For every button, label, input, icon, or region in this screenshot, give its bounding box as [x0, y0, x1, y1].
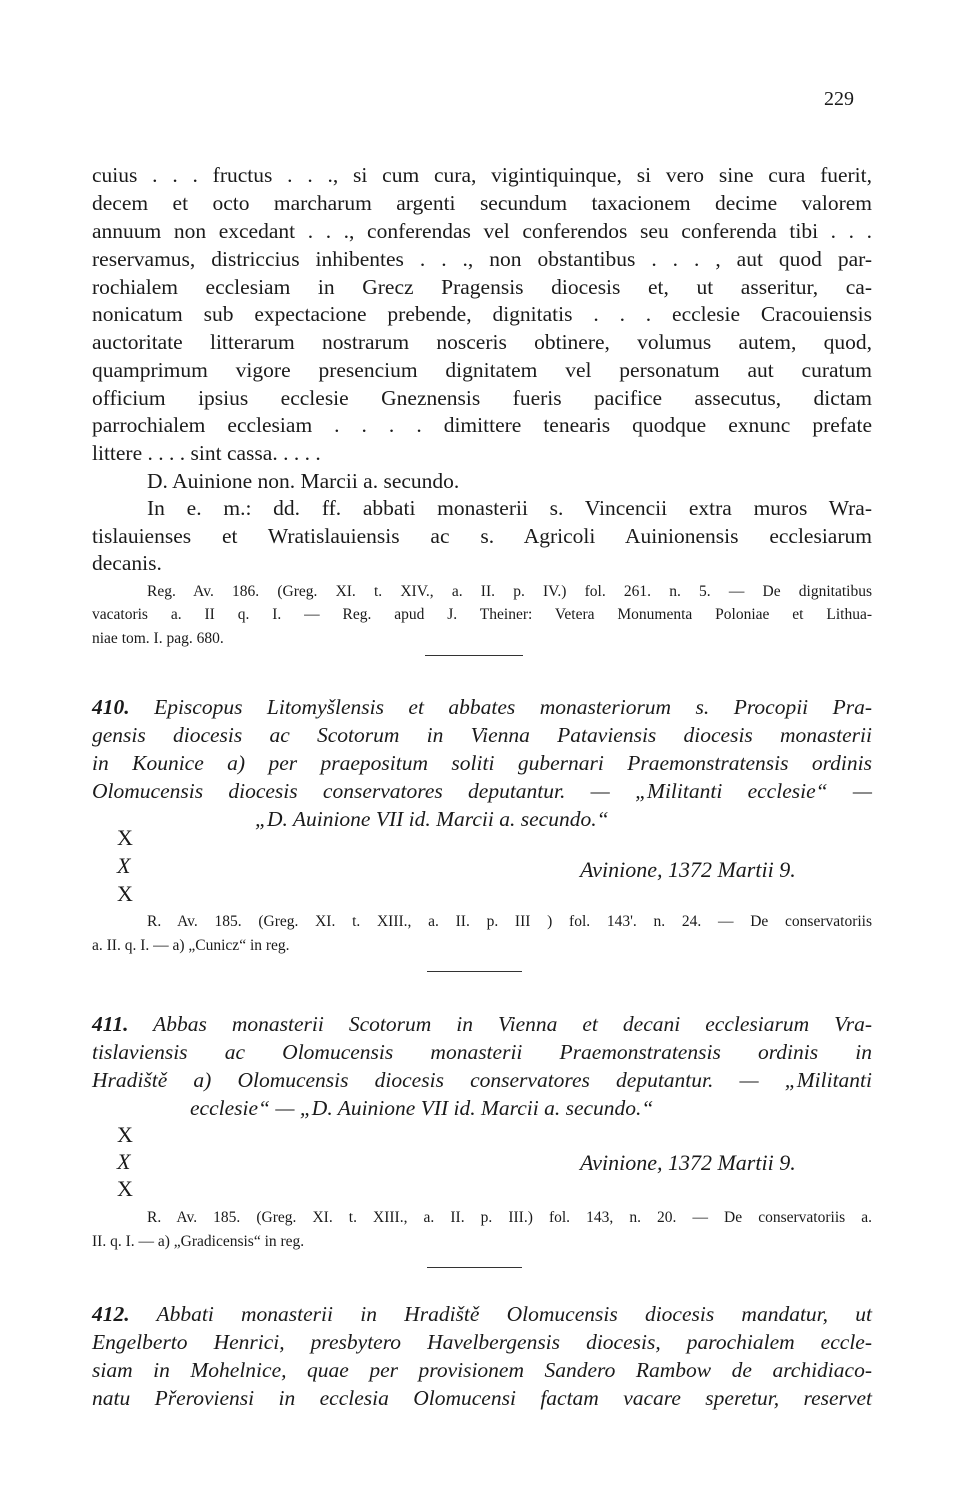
doc-heading-text: Abbas monasterii Scotorum in Vienna et decani ecclesiarum Vra- [153, 1012, 872, 1036]
doc-412-line: Engelberto Henrici, presbytero Havelbergensis diocesis, parochialem eccle- [92, 1330, 872, 1354]
body-text-line: rochialem ecclesiam in Grecz Pragensis diocesis et, ut asseritur, ca- [92, 275, 872, 299]
doc-411-center: ecclesie“ — „D. Auinione VII id. Marcii a. secundo.“ [190, 1096, 654, 1120]
doc-410-heading [92, 693, 872, 722]
doc-410-center: „D. Auinione VII id. Marcii a. secundo.“ [255, 807, 609, 831]
doc-number: 410. [92, 695, 130, 719]
note-line: R. Av. 185. (Greg. XI. t. XIII., a. II. p. III.) fol. 143, n. 20. — De conservatoriis a. [147, 1209, 872, 1226]
place-date: Avinione, 1372 Martii 9. [580, 857, 796, 882]
body-text-line: nonicatum sub expectacione prebende, dignitatis . . . ecclesie Cracouiensis [92, 302, 872, 326]
in-em-line: tislauienses et Wratislauiensis ac s. Agricoli Auinionensis ecclesiarum [92, 524, 872, 548]
doc-number: 411. [92, 1012, 129, 1036]
in-em-line: decanis. [92, 551, 162, 575]
x-mark: X [117, 853, 131, 878]
doc-411-line: Hradiště a) Olomucensis diocesis conservatores deputantur. — „Militanti [92, 1068, 872, 1092]
note-line: a. II. q. I. — a) „Cunicz“ in reg. [92, 937, 290, 954]
in-em-line: In e. m.: dd. ff. abbati monasterii s. Vincencii extra muros Wra- [147, 496, 872, 520]
x-mark: X [117, 1122, 133, 1147]
body-text-line: littere . . . . sint cassa. . . . . [92, 441, 321, 465]
doc-heading-text: Abbati monasterii in Hradiště Olomucensis diocesis mandatur, ut [156, 1302, 872, 1326]
doc-411-line: tislaviensis ac Olomucensis monasterii Praemonstratensis ordinis in [92, 1040, 872, 1064]
doc-412-heading [92, 1300, 872, 1329]
body-text-line: parrochialem ecclesiam . . . . dimittere tenearis quodque exnunc prefate [92, 413, 872, 437]
note-line: Reg. Av. 186. (Greg. XI. t. XIV., a. II. p. IV.) fol. 261. n. 5. — De dignitatibus [147, 583, 872, 600]
note-line: II. q. I. — a) „Gradicensis“ in reg. [92, 1233, 305, 1250]
body-text-line: decem et octo marcharum argenti secundum taxacionem decime valorem [92, 191, 872, 215]
body-text-line: annuum non excedant . . ., conferendas vel conferendos seu conferenda tibi . . . [92, 219, 872, 243]
body-text-line: officium ipsius ecclesie Gneznensis fueris pacifice assecutus, dictam [92, 386, 872, 410]
body-text-line: reservamus, districcius inhibentes . . ., non obstantibus . . . , aut quod par- [92, 247, 872, 271]
note-line: R. Av. 185. (Greg. XI. t. XIII., a. II. p. III ) fol. 143'. n. 24. — De conservatoriis [147, 913, 872, 930]
doc-410-line: in Kounice a) per praepositum soliti gubernari Praemonstratensis ordinis [92, 751, 872, 775]
doc-410-line: Olomucensis diocesis conservatores deputantur. — „Militanti ecclesie“ — [92, 779, 872, 803]
x-mark: X [117, 881, 133, 906]
note-line: niae tom. I. pag. 680. [92, 630, 224, 647]
doc-410-line: gensis diocesis ac Scotorum in Vienna Pataviensis diocesis monasterii [92, 723, 872, 747]
body-text-line: quamprimum vigore presencium dignitatem vel personatum aut curatum [92, 358, 872, 382]
doc-411-heading [92, 1010, 872, 1039]
x-mark: X [117, 1149, 131, 1174]
page-number: 229 [824, 88, 854, 110]
x-mark: X [117, 1176, 133, 1201]
note-line: vacatoris a. II q. I. — Reg. apud J. Theiner: Vetera Monumenta Poloniae et Lithua- [92, 606, 872, 623]
body-text-line: cuius . . . fructus . . ., si cum cura, vigintiquinque, si vero sine cura fuerit, [92, 163, 872, 187]
dated-line: D. Auinione non. Marcii a. secundo. [147, 469, 460, 493]
body-text-line: auctoritate litterarum nostrarum nosceris obtinere, volumus autem, quod, [92, 330, 872, 354]
doc-number: 412. [92, 1302, 130, 1326]
separator-rule [425, 655, 523, 656]
place-date: Avinione, 1372 Martii 9. [580, 1150, 796, 1175]
doc-heading-text: Episcopus Litomyšlensis et abbates monasteriorum s. Procopii Pra- [154, 695, 873, 719]
doc-412-line: natu Přeroviensi in ecclesia Olomucensi factam vacare speretur, reservet [92, 1386, 872, 1410]
doc-412-line: siam in Mohelnice, quae per provisionem Sandero Rambow de archidiaco- [92, 1358, 872, 1382]
x-mark: X [117, 825, 133, 850]
separator-rule [427, 1267, 522, 1268]
separator-rule [427, 971, 522, 972]
